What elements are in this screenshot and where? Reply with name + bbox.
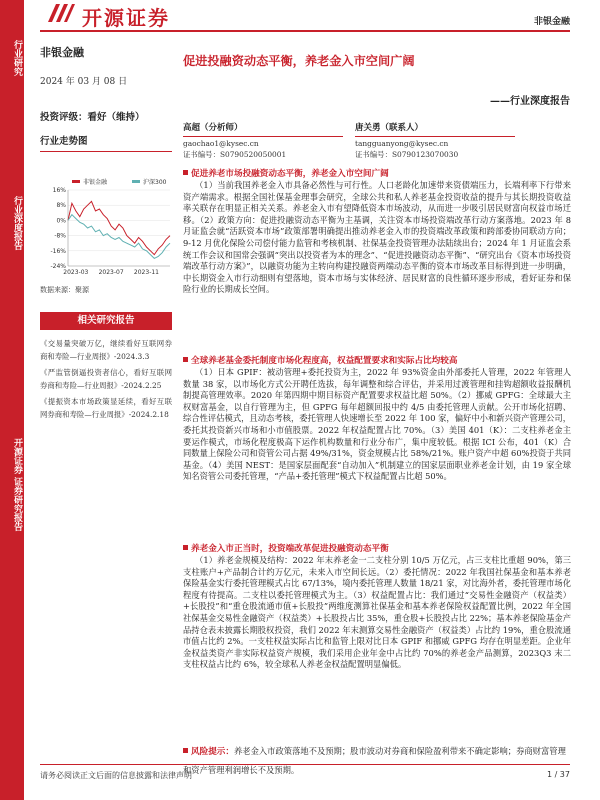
y-tick-label: -24% [50, 263, 66, 270]
legend-swatch [132, 180, 140, 183]
contact-email[interactable]: tangguanyong@kysec.cn [355, 139, 449, 148]
legend-label: 沪深300 [143, 179, 167, 186]
bullet-square-icon [183, 545, 188, 550]
summary-section [183, 543, 571, 671]
series-line [68, 215, 170, 259]
page-number: 1 / 37 [546, 770, 570, 779]
bullet-square-icon [183, 748, 188, 753]
contact-cert: 证书编号：S0790123070030 [355, 150, 459, 159]
bullet-square-icon [183, 170, 188, 175]
trend-chart-title: 行业走势图 [40, 136, 88, 147]
related-reports-list [40, 338, 172, 426]
brand-name: 开源证券 [82, 6, 170, 30]
x-tick-label: 2023-03 [63, 269, 89, 276]
section-body: （1）当前我国养老金入市具备必然性与可行性。人口老龄化加速带来资债端压力，长端利率下行带来资产端需求。根据全国社保基金理事会研究，全球公共和私人养老基金投资收益的提升与其长期投资收益率关联存在明显正相关关系。养老金入市有望降低资本市场波动，从而进一步吸引居民财富向权益市场迁移。（2）政策方向：促进投融资动态平衡为主基调，关注资本市场投资端改革行动方案落地。2023 年 8 月证监会就“活跃资本市场”政策部署明确提出推动养老金入市的投资端改革政策和跨部委协同联动方向；9-12 月优化保险公司偿付能力监管和考核机制、社保基金投资管理办法陆续出台；2024 年 1 月证监会系统工作会议和国常会强调“突出以投资者为本的理念”、“促进投融资动态平衡”、“研究出台《资本市场投资端改革行动方案》”，以融资功能为主转向构建投融资两端动态平衡的资本市场改革目标得到进一步明确，中长期资金入市行动细则有望落地，资本市场与实体经济、居民财富的良性循环逐步形成，看好证券和保险行业的长期成长空间。 [183, 180, 571, 295]
header-divider [40, 30, 570, 32]
contact-divider [355, 136, 515, 137]
section-heading: 养老金入市正当时，投资端改革促进投融资动态平衡 [191, 544, 389, 554]
legend-swatch [72, 180, 80, 183]
page-header [40, 0, 570, 30]
report-subtitle: ——行业深度报告 [490, 96, 570, 107]
y-tick-label: -8% [54, 232, 66, 240]
section-body: （1）日本 GPIF：被动管理+委托投资为主，2022 年 93%资金由外部委托人管理，2022 年管理人数量 38 家，以市场化方式公开聘任选拔，每年调整和综合评估，并采用过渡管理和挂钩超额收益报酬机制提高管理效率。2020 年第四期中期目标资产配置要求权益比超 50%。（2）挪威 GPFG：全球最大主权财富基金，以自行管理为主，但 GPFG 每年超额回报中约 4/5 由委托管理人贡献。公开市场化招聘、综合性评估模式，且动态考核，委托管理人快速增长至 2022 年 100 家，偏好中小和新兴资产管理公司，委托其投资新兴市场和小市值股票。2022 年权益配置占比 70%。（3）美国 401（K）：二支柱养老金主要运作模式，市场化程度极高下运作机构数量和行业分布广，集中度较低。根据 ICI 公布，401（K）合同数量上保险公司和资管公司占据 49%/31%，资金规模占比 58%/21%。账户资产中超 60%投资于共同基金。（4）美国 NEST：是国家层面配套“自动加入”机制建立的国家层面职业养老金计划，由 19 家全球知名资管公司委托管理，“产品+委托管理”模式下权益配置占比超 50%。 [183, 367, 571, 482]
section-body: （1）养老金规模及结构：2022 年末养老金一二支柱分别 10/5 万亿元，占三支柱比重超 90%，第三支柱账户+产品制合计约万亿元，未来入市空间长远。（2）委托情况：2022 年我国社保基金和基本养老保险基金实行委托管理模式占比 67/13%，境内委托管理人数量 18/21 家，对比海外者，委托管理市场化程度有待提高。二支柱以委托管理模式为主。（3）权益配置占比：我们通过“交易性金融资产（权益类）+长股投”和“重仓股流通市值+长股投”两维度测算社保基金和基本养老保险权益配置比例，2022 年全国社保基金交易性金融资产（权益类）+长股投占比 35%，重仓股+长股投占比 22%；基本养老保险基金产品持仓表未披露长期股权投资，我们 2022 年末测算交易性金融资产（权益类）占比约 19%，重仓股流通市值占比约 2%。一支柱权益实际占比和监管上限对比日本 GPIF 和挪威 GPFG 均存在明显差距。企业年金权益类资产非实际权益资产规模，我们采用企业年金中占比约 70%的养老金产品测算，2023Q3 末二支柱权益占比约 6%，较全球私人养老金权益配置明显偏低。 [183, 555, 571, 670]
contact-name: 唐关勇（联系人） [355, 123, 424, 133]
investment-rating: 投资评级：看好（维持） [40, 112, 145, 123]
kaiyuan-logo-icon [46, 0, 76, 26]
analyst-name: 高超（分析师） [183, 123, 243, 133]
sidebar-label-report-type: 行业深度报告 [12, 196, 22, 250]
left-column [40, 44, 172, 152]
related-report-link[interactable]: 《严监管倒逼投资者信心，看好互联网券商和寿险—行业周报》-2024.2.25 [40, 368, 172, 390]
left-sidebar [0, 0, 24, 800]
industry-trend-chart [40, 176, 172, 280]
analyst-card [183, 123, 353, 160]
related-reports-header: 相关研究报告 [40, 312, 172, 330]
summary-section [183, 168, 571, 296]
y-tick-label: 0% [56, 217, 66, 225]
report-title: 促进投融资动态平衡，养老金入市空间广阔 [183, 54, 415, 68]
contact-card [355, 123, 525, 160]
trend-title-underline [40, 151, 172, 152]
footer-disclaimer: 请务必阅读正文后面的信息披露和法律声明 [40, 771, 192, 780]
related-report-link[interactable]: 《提振资本市场政策显延续，看好互联网券商和寿险—行业周报》-2024.2.18 [40, 397, 172, 419]
summary-section [183, 355, 571, 483]
sidebar-label-brand: 开源证券 证券研究报告 [12, 438, 22, 532]
related-report-link[interactable]: 《交易量突破万亿，继续看好互联网券商和寿险—行业周报》-2024.3.3 [40, 339, 172, 361]
y-tick-label: 16% [52, 187, 66, 194]
industry-label: 非银金融 [40, 46, 84, 59]
data-source: 数据来源：聚源 [40, 286, 89, 294]
legend-label: 非银金融 [83, 179, 108, 186]
sidebar-label-research: 行业研究 [12, 40, 22, 76]
risk-body: 养老金入市政策落地不及预期；股市波动对券商和保险盈利带来不确定影响；券商财富管理和资产管理利润增长不及预期。 [183, 746, 566, 775]
y-tick-label: 8% [56, 202, 66, 210]
footer-divider [40, 764, 570, 765]
x-tick-label: 2023-07 [98, 269, 124, 276]
risk-heading: 风险提示： [191, 747, 234, 757]
y-tick-label: -16% [50, 247, 66, 255]
analyst-email[interactable]: gaochao1@kysec.cn [183, 139, 259, 148]
risk-section [183, 739, 571, 777]
x-tick-label: 2023-11 [133, 269, 160, 276]
section-heading: 全球养老基金委托制度市场化程度高，权益配置要求和实际占比均较高 [191, 356, 458, 366]
section-heading: 促进养老市场投融资动态平衡，养老金入市空间广阔 [191, 169, 389, 179]
analyst-divider [183, 136, 343, 137]
bullet-square-icon [183, 357, 188, 362]
analyst-cert: 证书编号：S0790520050001 [183, 150, 287, 159]
series-line [68, 201, 170, 254]
report-date: 2024 年 03 月 08 日 [40, 77, 128, 87]
header-category: 非银金融 [533, 17, 570, 27]
